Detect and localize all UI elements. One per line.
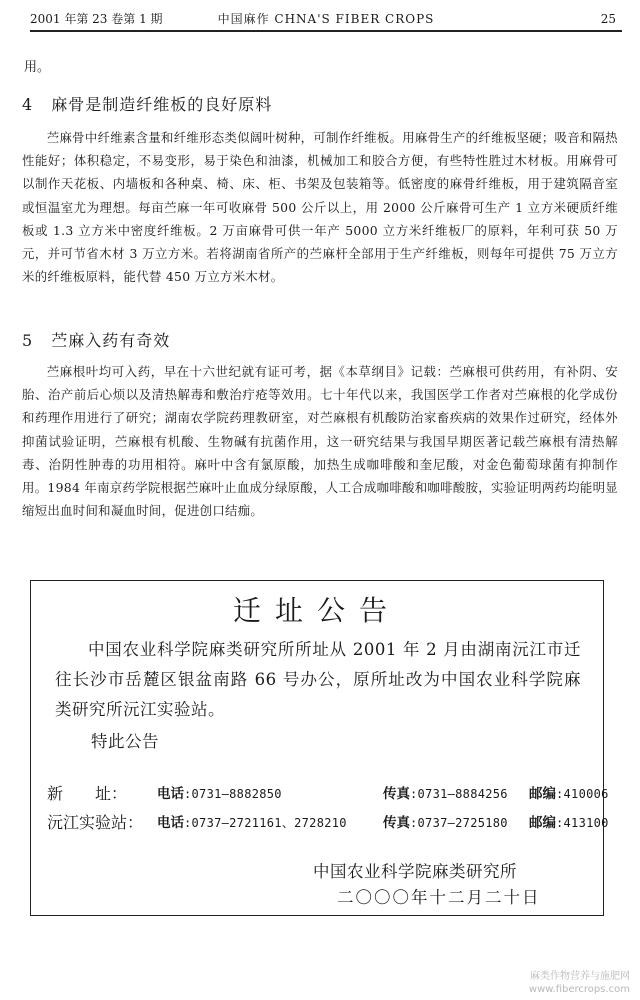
phone-label: 电话 — [157, 815, 184, 831]
running-header — [30, 8, 622, 32]
watermark-line-1: 麻类作物营养与施肥网 — [530, 971, 630, 982]
zip-value: :413100 — [556, 816, 609, 830]
fax-value: :0737—2725180 — [410, 816, 508, 830]
signature-organization: 中国农业科学院麻类研究所 — [313, 862, 517, 881]
page-number: 25 — [600, 12, 616, 26]
phone-label: 电话 — [157, 786, 184, 802]
section-5-heading — [22, 328, 170, 351]
notice-title: 迁址公告 — [232, 594, 401, 627]
section-5-number: 5 — [22, 331, 34, 350]
phone-value: :0737—2721161、2728210 — [184, 816, 347, 830]
contact-name: 沅江实验站： — [47, 813, 144, 832]
continued-text-fragment: 用。 — [24, 60, 51, 75]
section-4-number: 4 — [22, 95, 34, 114]
phone-value: :0731—8882850 — [184, 787, 282, 801]
journal-issue: 2001 年第 23 卷第 1 期 — [30, 12, 163, 26]
contact-name: 新 址： — [47, 784, 128, 803]
zip-label: 邮编 — [529, 815, 556, 831]
notice-closing: 特此公告 — [91, 732, 159, 751]
relocation-notice-box — [30, 580, 609, 916]
fax-label: 传真 — [383, 786, 410, 802]
fax-label: 传真 — [383, 815, 410, 831]
contact-row-new-address — [47, 783, 609, 805]
notice-body: 中国农业科学院麻类研究所所址从 2001 年 2 月由湖南沅江市迁往长沙市岳麓区银盆南路 66 号办公，原所址改为中国农业科学院麻类研究所沅江实验站。 — [55, 640, 581, 719]
section-5-title: 苎麻入药有奇效 — [51, 331, 171, 350]
zip-value: :410006 — [556, 787, 609, 801]
section-5-paragraph: 苎麻根叶均可入药，早在十六世纪就有证可考，据《本草纲目》记载：苎麻根可供药用，有补阴、安胎、治产前后心烦以及清热解毒和敷治疔疮等效用。七十年代以来，我国医学工作者对苎麻根的化学成份和药理作用进行了研究；湖南农学院药理教研室，对苎麻根有机酸防治家畜疾病的效果作过研究，经体外抑菌试验证明，苎麻根有机酸、生物碱有抗菌作用，这一研究结果与我国早期医著记载苎麻根有清热解毒、治阴性肿毒的功用相符。麻叶中含有氯原酸，加热生成咖啡酸和奎尼酸，对金色葡萄球菌有抑制作用。1984 年南京药学院根据苎麻叶止血成分绿原酸，人工合成咖啡酸和咖啡酸胺，实验证明两药均能明显缩短出血时间和凝血时间，促进创口结痂。 — [22, 364, 618, 519]
contact-row-yuanjiang-station — [47, 812, 609, 834]
fax-value: :0731—8884256 — [410, 787, 508, 801]
zip-label: 邮编 — [529, 786, 556, 802]
site-watermark — [529, 970, 630, 996]
section-4-title: 麻骨是制造纤维板的良好原料 — [51, 95, 273, 114]
journal-name: 中国麻作 CHNA'S FIBER CROPS — [217, 12, 435, 26]
section-4-heading — [22, 92, 272, 115]
watermark-line-2: www.fibercrops.com — [528, 984, 630, 995]
section-4-paragraph: 苎麻骨中纤维素含量和纤维形态类似阔叶树种，可制作纤维板。用麻骨生产的纤维板坚硬；吸音和隔热性能好；体积稳定，不易变形，易于染色和油漆，机械加工和胶合方便，有些特性胜过木材板。用麻骨可以制作天花板、内墙板和各种桌、椅、床、柜、书架及包装箱等。低密度的麻骨纤维板，用于建筑隔音室或恒温室尤为理想。每亩苎麻一年可收麻骨 500 公斤以上，用 2000 公斤麻骨可生产 1 立方米硬质纤维板或 1.3 立方米中密度纤维板。2 万亩麻骨可供一年产 5000 立方米纤维板厂的原料，年利可获 50 万元，并可节省木材 3 万立方米。若将湖南省所产的苎麻杆全部用于生产纤维板，则每年可提供 75 万立方米的纤维板原料，能代替 450 万立方米木材。 — [22, 130, 618, 285]
signature-date: 二〇〇〇年十二月二十日 — [337, 888, 541, 907]
